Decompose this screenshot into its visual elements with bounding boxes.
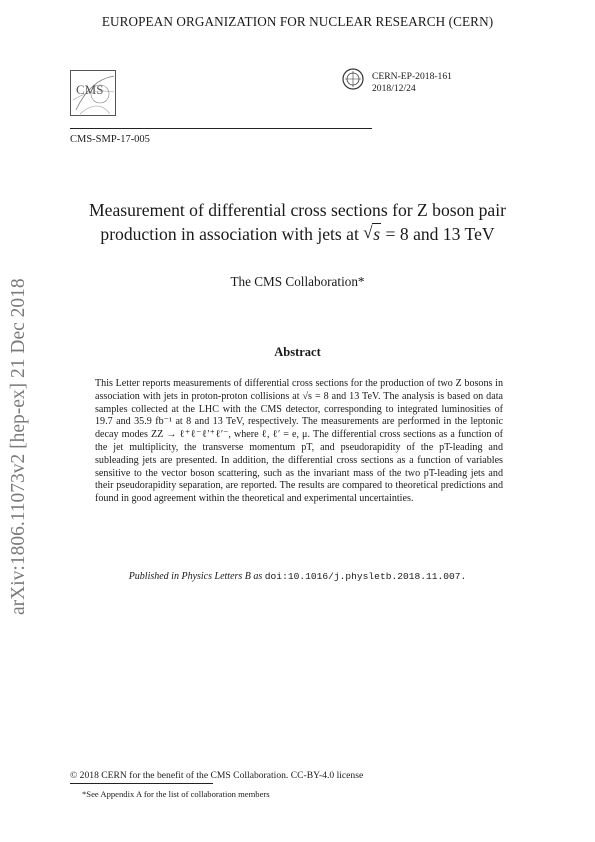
copyright-notice: © 2018 CERN for the benefit of the CMS Collaboration. CC-BY-4.0 license [70, 770, 364, 781]
doi-link[interactable]: doi:10.1016/j.physletb.2018.11.007. [264, 571, 467, 582]
arxiv-sidebar-stamp: arXiv:1806.11073v2 [hep-ex] 21 Dec 2018 [8, 278, 29, 615]
footnote: *See Appendix A for the list of collaboration members [82, 789, 270, 799]
title-line-2-start: production in association with jets at [100, 224, 359, 244]
header-rule [70, 128, 372, 129]
abstract-body [95, 378, 503, 506]
footnote-rule [70, 783, 213, 784]
authors: The CMS Collaboration* [230, 274, 365, 289]
title-line-2-end: = 8 and 13 TeV [381, 224, 495, 244]
cms-logo-text: CMS [76, 82, 104, 97]
title-line-2 [40, 222, 555, 246]
abstract-heading: Abstract [274, 345, 321, 359]
abstract-text: This Letter reports measurements of differential cross sections for the production of two Z bosons in association with jets in proton-proton collisions at √s = 8 and 13 TeV. The analysis is based on data samples collected at the LHC with the CMS detector, corresponding to integrated luminosities of 19.7 and 35.9 fb⁻¹ at 8 and 13 TeV, respectively. The measurements are performed in the leptonic decay modes ZZ → ℓ⁺ℓ⁻ℓ′⁺ℓ′⁻, where ℓ, ℓ′ = e, μ. The differential cross sections as a function of the jet multiplicity, the transverse momentum pT, and pseudorapidity of the pT-leading and subleading jets are presented. In addition, the differential cross sections as a function of variables sensitive to the vector boson scattering, such as the invariant mass of the two pT-leading jets and their pseudorapidity separation, are reported. The results are compared to theoretical predictions and found in good agreement within the theoretical and experimental uncertainties. [95, 378, 503, 505]
paper-title [40, 198, 555, 246]
cern-ref-number: CERN-EP-2018-161 [372, 71, 452, 82]
cern-preprint-ref [372, 71, 452, 94]
publication-prefix: Published in Physics Letters B as [128, 571, 263, 582]
cern-logo [342, 68, 364, 90]
sqrt-s-symbol: √ s [363, 223, 381, 244]
publication-note [0, 571, 595, 582]
cms-logo [70, 70, 116, 116]
organization-header: EUROPEAN ORGANIZATION FOR NUCLEAR RESEARCH (CERN) [101, 14, 494, 29]
cern-ref-date: 2018/12/24 [372, 82, 416, 94]
report-number: CMS-SMP-17-005 [70, 134, 150, 145]
title-line-1: Measurement of differential cross sections for Z boson pair [89, 200, 506, 220]
